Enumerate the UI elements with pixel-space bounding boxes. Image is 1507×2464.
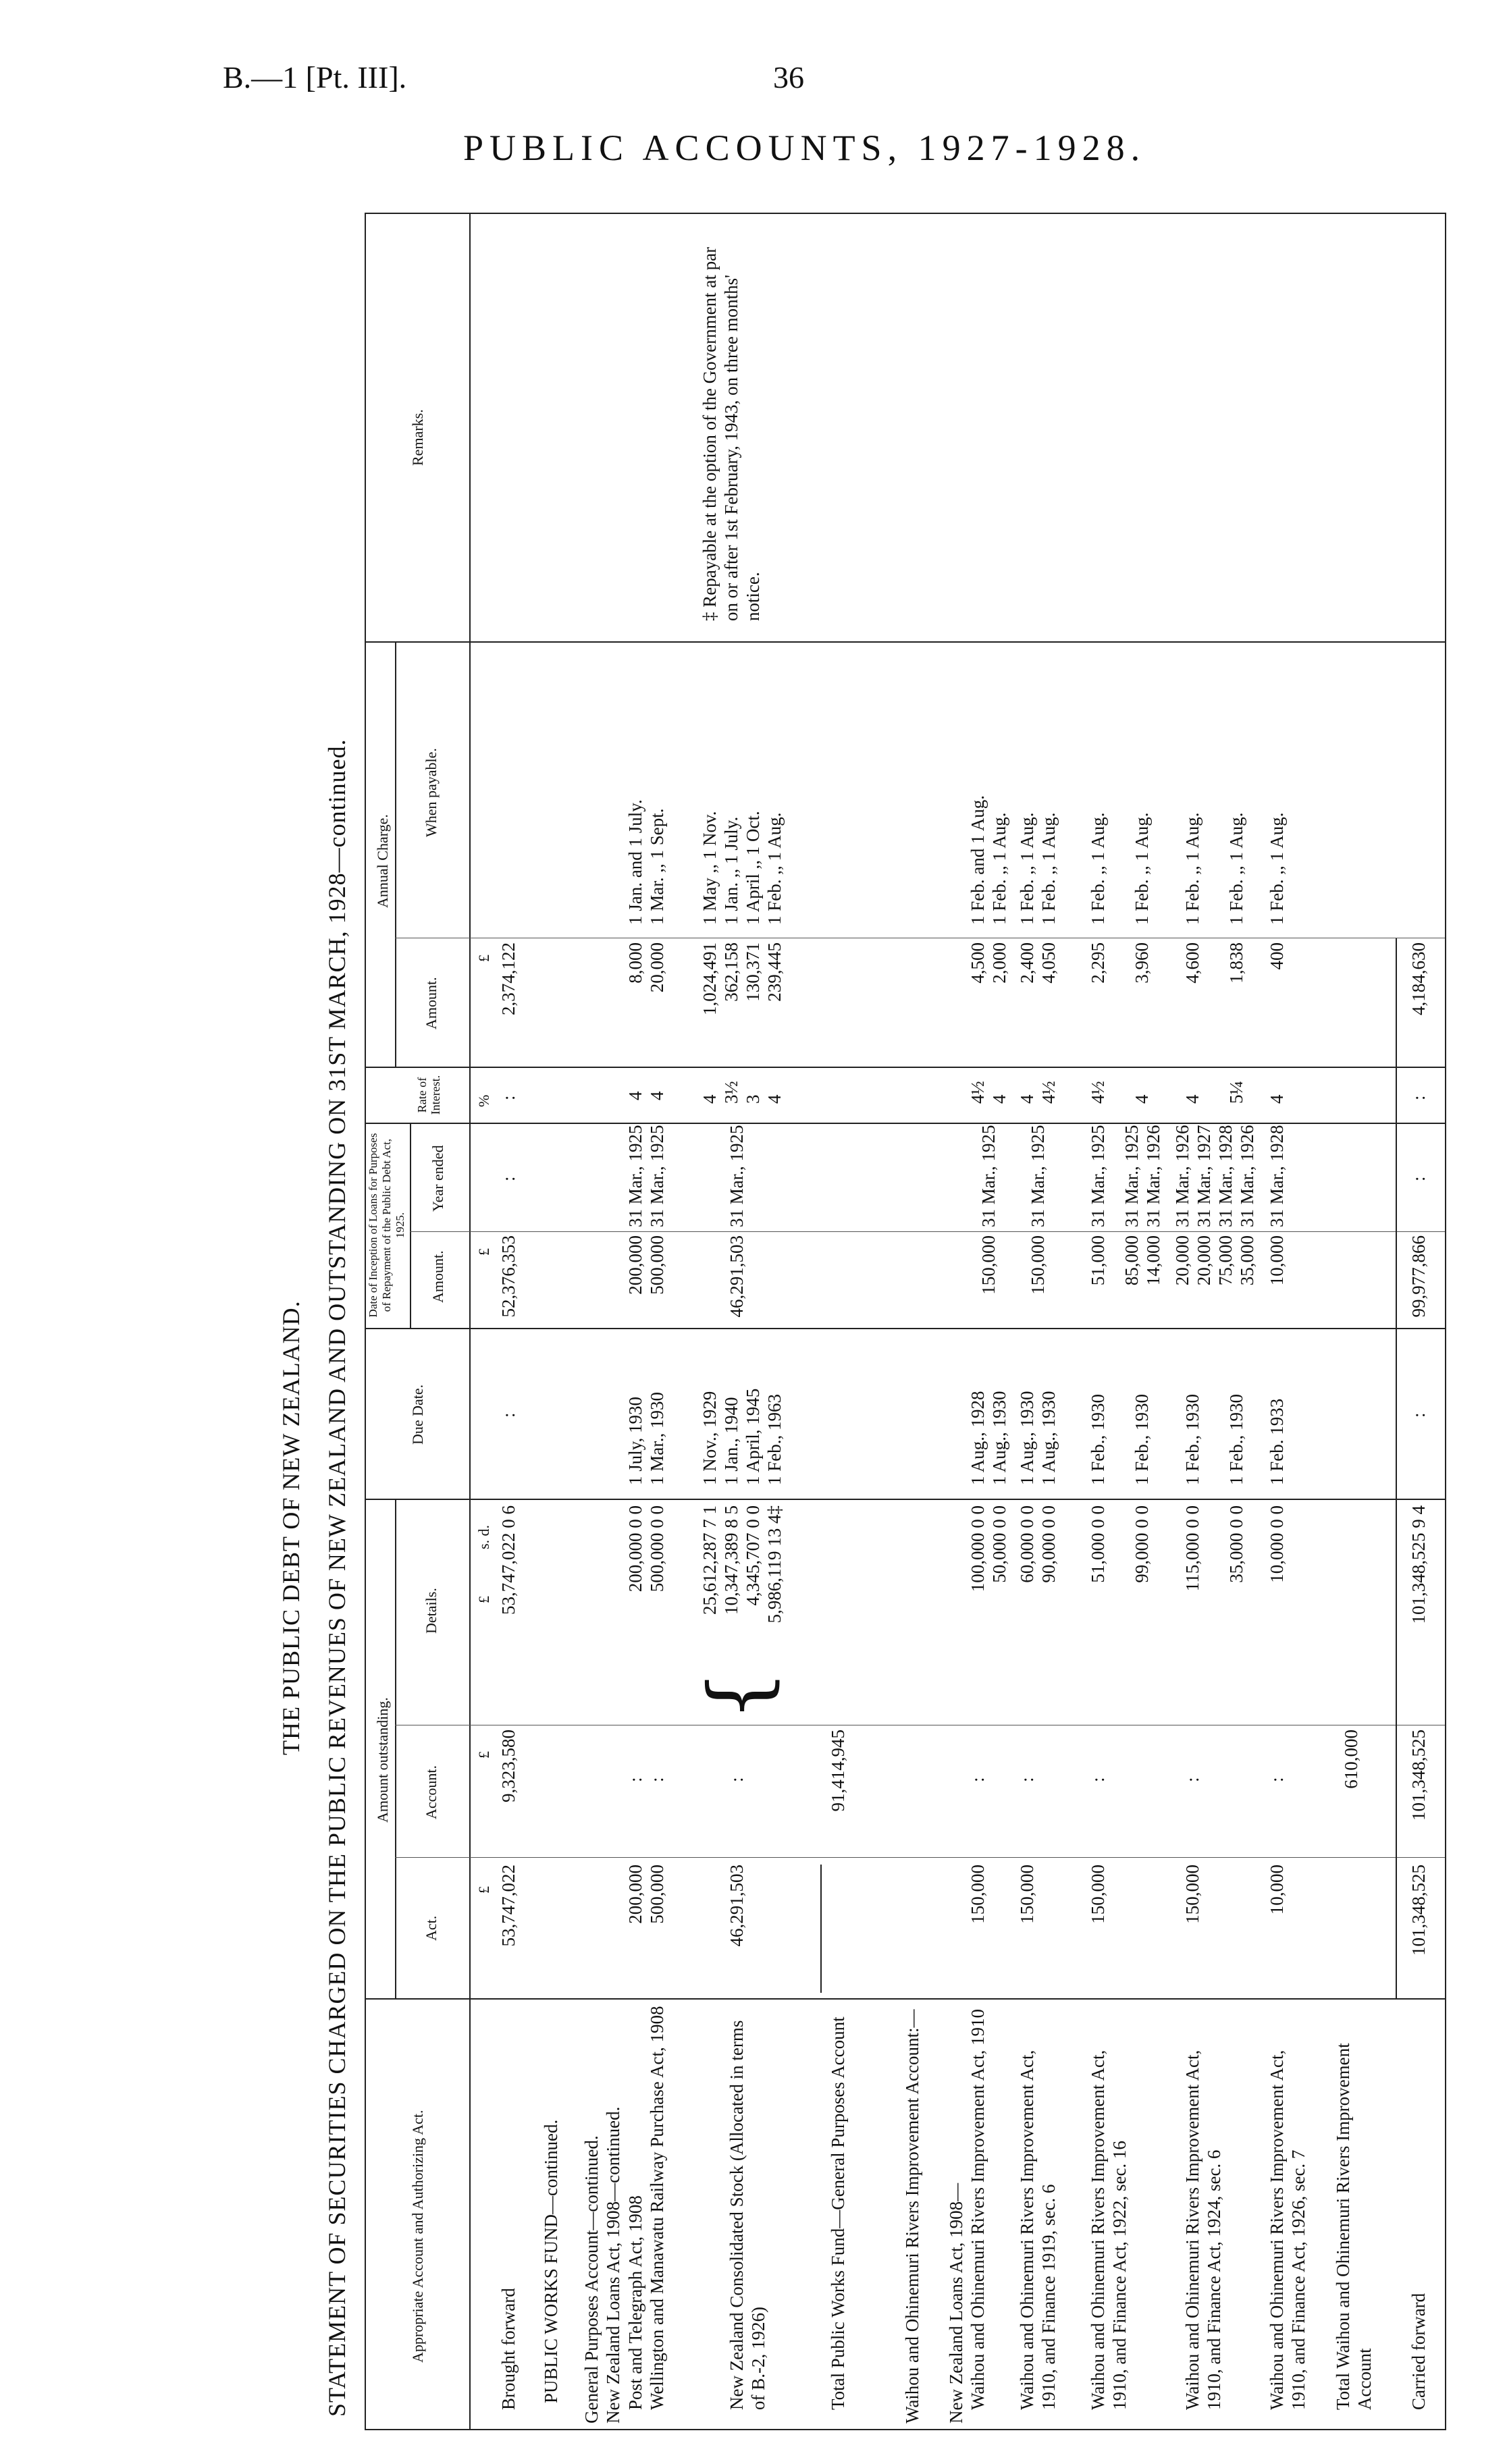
cell-account: : [625,1777,645,1782]
cell-rate: 4 [1132,1094,1152,1104]
cell-details: 5,986,119 13 4‡ [764,1505,785,1624]
cell-rate: 3½ [721,1081,741,1104]
cell-due: 1 Feb., 1930 [1088,1394,1108,1485]
col-header-details: Details. [423,1588,440,1634]
cell-rate: 4 [764,1094,785,1104]
cell-act: 200,000 [625,1865,645,1924]
cell-year: 31 Mar., 1925 [1028,1125,1048,1227]
cell-due: 1 Aug., 1930 [989,1391,1009,1485]
cell-details: 4,345,707 0 0 [743,1505,763,1606]
cell-account: : [1182,1777,1202,1782]
cell-year: 31 Mar., 1925 [978,1125,999,1227]
cell-when: 1 Feb. ,, 1 Aug. [1267,812,1287,925]
page-number: 36 [773,60,804,95]
cell-inc-amount: 35,000 [1237,1235,1257,1286]
cell-rate: : [1408,1095,1429,1100]
cell-details: 115,000 0 0 [1182,1505,1202,1592]
cell-act: 53,747,022 [498,1865,519,1947]
cell-account: 610,000 [1341,1730,1361,1789]
cell-inc-amount: 150,000 [978,1235,999,1295]
cell-rate: 4 [699,1094,720,1104]
cell-ac-amount: 2,400 [1017,942,1037,984]
waihou-row-label: Waihou and Ohinemuri Rivers Improvement Act, 1910, and Finance Act, 1922, sec. 16 [1088,2050,1130,2410]
cell-details: 35,000 0 0 [1226,1505,1246,1583]
col-sep [365,1998,1445,2000]
col-sep [365,641,1445,643]
wellington-label: Wellington and Manawatu Railway Purchase Act, 1908 [647,2006,667,2410]
cell-year: : [498,1176,519,1181]
cell-ac-amount: 2,374,122 [498,942,519,1015]
cell-ac-amount: 3,960 [1132,942,1152,984]
cell-details: 50,000 0 0 [989,1505,1009,1583]
cell-year: 31 Mar., 1926 [1237,1125,1257,1227]
cell-inc-amount: 51,000 [1088,1235,1108,1286]
waihou-row-label: Waihou and Ohinemuri Rivers Improvement Act, 1910, and Finance Act, 1926, sec. 7 [1267,2050,1308,2410]
cell-year: 31 Mar., 1925 [625,1125,645,1227]
col-sep [365,1328,1445,1329]
cell-when: 1 Feb. ,, 1 Aug. [989,812,1009,925]
cell-inc-amount: 200,000 [625,1235,645,1295]
cell-inc-amount: 500,000 [647,1235,667,1295]
cell-when: 1 May ,, 1 Nov. [699,811,720,925]
cell-rate: 4½ [1088,1081,1108,1104]
cell-ac-amount: 4,184,630 [1408,942,1429,1015]
cell-details: 100,000 0 0 [968,1505,988,1592]
cell-ac-amount: 4,050 [1038,942,1059,984]
cell-act: 10,000 [1267,1865,1287,1915]
cell-due: 1 Aug., 1928 [968,1391,988,1485]
cell-ac-amount: 2,295 [1088,942,1108,984]
cell-details: 51,000 0 0 [1088,1505,1108,1583]
cell-act: 101,348,525 [1408,1865,1429,1956]
cell-year: 31 Mar., 1925 [1088,1125,1108,1227]
col-header-act: Act. [423,1915,440,1941]
cell-rate: : [498,1095,519,1100]
cell-due: 1 Feb., 1930 [1132,1394,1152,1485]
col-header-inception: Date of Inception of Loans for Purposes of Repayment of the Public Debt Act, 1925. [367,1133,406,1318]
cell-ac-amount: 1,838 [1226,942,1246,984]
unit-pct: % [475,1094,492,1107]
waihou-row-label: Waihou and Ohinemuri Rivers Improvement Act, 1910 [968,2009,988,2410]
table-title-2: STATEMENT OF SECURITIES CHARGED ON THE PUBLIC REVENUES OF NEW ZEALAND AND OUTSTANDING ON 31ST MARCH, 1928—continued. [323,739,350,2417]
cell-details: 10,000 0 0 [1267,1505,1287,1583]
table-title-1: THE PUBLIC DEBT OF NEW ZEALAND. [277,1300,305,1755]
cell-account: : [647,1777,667,1782]
cell-year: 31 Mar., 1926 [1143,1125,1163,1227]
cell-ac-amount: 400 [1267,942,1287,970]
col-header-rate: Rate of Interest. [415,1075,442,1115]
cell-details: 53,747,022 0 6 [498,1505,519,1615]
cell-when: 1 Feb. ,, 1 Aug. [1132,812,1152,925]
cell-inc-amount: 20,000 [1194,1235,1214,1286]
cell-due: : [498,1412,519,1418]
cell-due: 1 Nov., 1929 [699,1391,720,1485]
cell-when: 1 April ,, 1 Oct. [743,811,763,925]
cell-ac-amount: 239,445 [764,942,785,1002]
page-reference: B.—1 [Pt. III]. [223,60,407,95]
col-sep [365,1067,1445,1068]
cell-account: : [968,1777,988,1782]
unit-pound: £ [475,1751,492,1759]
header-bottom-rule [469,213,471,2430]
cell-rate: 4½ [968,1081,988,1104]
cell-year: 31 Mar., 1928 [1215,1125,1236,1227]
cell-due: 1 July, 1930 [625,1396,645,1485]
cell-inc-amount: 52,376,353 [498,1235,519,1318]
section-public-works-fund: PUBLIC WORKS FUND—continued. [541,2119,561,2403]
cell-inc-amount: 46,291,503 [726,1235,747,1318]
cell-details: 101,348,525 9 4 [1408,1505,1429,1624]
cell-due: 1 April, 1945 [743,1388,763,1485]
debt-table [253,213,1447,2430]
consolidated-stock-label: New Zealand Consolidated Stock (Allocated in terms of B.-2, 1926) [726,2020,768,2410]
col-header-ac-amount: Amount. [423,977,440,1029]
cell-act: 500,000 [647,1865,667,1924]
cell-year: 31 Mar., 1925 [647,1125,667,1227]
total-waihou-label: Total Waihou and Ohinemuri Rivers Improvement Account [1333,2043,1375,2410]
cell-account: : [1088,1777,1108,1782]
cell-account: 91,414,945 [828,1730,848,1812]
brought-forward-label: Brought forward [498,2288,519,2410]
waihou-row-label: Waihou and Ohinemuri Rivers Improvement Act, 1910, and Finance Act, 1924, sec. 6 [1182,2050,1224,2410]
col-header-account: Account. [423,1765,440,1819]
col-header-appropriate: Appropriate Account and Authorizing Act. [409,2110,426,2363]
cell-inc-amount: 150,000 [1028,1235,1048,1295]
unit-sd: s. d. [475,1524,492,1549]
unit-pound: £ [475,1248,492,1256]
cell-account: 9,323,580 [498,1730,519,1802]
cell-due: 1 Aug., 1930 [1038,1391,1059,1485]
cell-year: 31 Mar., 1925 [726,1125,747,1227]
cell-when: 1 Feb. ,, 1 Aug. [1017,812,1037,925]
section-nz-loans-act-1908: New Zealand Loans Act, 1908— [946,2182,966,2423]
cell-due: 1 Feb., 1963 [764,1394,785,1485]
cell-inc-amount: 14,000 [1143,1235,1163,1286]
cell-rate: 4 [1182,1094,1202,1104]
cell-year: 31 Mar., 1928 [1267,1125,1287,1227]
cell-details: 90,000 0 0 [1038,1505,1059,1583]
col-header-remarks: Remarks. [409,409,426,466]
cell-rate: 4½ [1038,1081,1059,1104]
cell-year: 31 Mar., 1926 [1172,1125,1192,1227]
cell-inc-amount: 99,977,866 [1408,1235,1429,1318]
cell-when: 1 Jan. ,, 1 July. [721,816,741,925]
cell-ac-amount: 8,000 [625,942,645,984]
cell-when: 1 Feb. ,, 1 Aug. [764,812,785,925]
cell-ac-amount: 20,000 [647,942,667,993]
cell-act: 150,000 [968,1865,988,1924]
unit-pound: £ [475,1596,492,1603]
cell-inc-amount: 85,000 [1121,1235,1142,1286]
carried-forward-label: Carried forward [1408,2293,1429,2410]
cell-when: 1 Jan. and 1 July. [625,799,645,925]
cell-ac-amount: 4,500 [968,942,988,984]
col-sep [395,1857,1445,1858]
cell-inc-amount: 10,000 [1267,1235,1287,1286]
cell-due: 1 Feb. 1933 [1267,1398,1287,1485]
cell-details: 60,000 0 0 [1017,1505,1037,1583]
cell-details: 99,000 0 0 [1132,1505,1152,1583]
cell-year: : [1408,1176,1429,1181]
cell-when: 1 Feb. ,, 1 Aug. [1182,812,1202,925]
cell-year: 31 Mar., 1927 [1194,1125,1214,1227]
cell-inc-amount: 20,000 [1172,1235,1192,1286]
cell-account: : [1017,1777,1037,1782]
cell-ac-amount: 4,600 [1182,942,1202,984]
cell-due: 1 Jan., 1940 [721,1397,741,1485]
document-title: PUBLIC ACCOUNTS, 1927-1928. [463,128,1146,168]
table-right-border [365,213,1445,214]
cell-due: 1 Feb., 1930 [1226,1394,1246,1485]
cell-when: 1 Feb. ,, 1 Aug. [1088,812,1108,925]
cell-details: 25,612,287 7 1 [699,1505,720,1615]
col-header-year-ended: Year ended [429,1145,446,1212]
cell-details: 10,347,389 8 5 [721,1505,741,1615]
cell-due: : [1408,1412,1429,1418]
table-left-border [365,2429,1445,2430]
cell-act: 150,000 [1017,1865,1037,1924]
cell-rate: 4 [1017,1094,1037,1104]
cell-act: 150,000 [1182,1865,1202,1924]
cell-details: 500,000 0 0 [647,1505,667,1592]
col-header-due-date: Due Date. [409,1384,426,1445]
cell-rate: 3 [743,1094,763,1104]
brace: { [692,1669,786,1721]
amount-outstanding-rule [395,1500,396,2000]
cell-due: 1 Feb., 1930 [1182,1394,1202,1485]
cell-inc-amount: 75,000 [1215,1235,1236,1286]
subtotal-rule [820,1865,822,1993]
cell-when: 1 Feb. and 1 Aug. [968,795,988,925]
table-top-border [365,213,366,2430]
col-sep [365,1499,1445,1500]
cell-rate: 4 [1267,1094,1287,1104]
cell-account: 101,348,525 [1408,1730,1429,1821]
cell-due: 1 Mar., 1930 [647,1392,667,1485]
cell-rate: 5¼ [1226,1081,1246,1104]
col-header-when-payable: When payable. [423,748,440,837]
inception-rule [410,1124,411,1329]
section-waihou: Waihou and Ohinemuri Rivers Improvement Account:— [902,2009,922,2423]
cell-rate: 4 [989,1094,1009,1104]
remark-repayable: ‡ Repayable at the option of the Government at par on or after 1st February, 1943, on three months' notice. [699,246,763,621]
col-header-amount-outstanding: Amount outstanding. [374,1697,391,1823]
cell-ac-amount: 130,371 [743,942,763,1002]
section-general-purposes: General Purposes Account—continued. [581,2135,602,2423]
col-header-inc-amount: Amount. [429,1250,446,1303]
total-pwf-label: Total Public Works Fund—General Purposes Account [828,2016,848,2410]
cell-account: : [1267,1777,1287,1782]
cell-ac-amount: 2,000 [989,942,1009,984]
cell-act: 150,000 [1088,1865,1108,1924]
cell-account: : [726,1777,747,1782]
cell-ac-amount: 362,158 [721,942,741,1002]
cell-details: 200,000 0 0 [625,1505,645,1592]
cell-act: 46,291,503 [726,1865,747,1947]
cell-when: 1 Feb. ,, 1 Aug. [1226,812,1246,925]
total-rule [1396,938,1397,1068]
unit-pound: £ [475,955,492,962]
cell-when: 1 Mar. ,, 1 Sept. [647,808,667,925]
annual-charge-rule [395,643,396,1068]
total-rule [1396,1068,1397,2000]
waihou-row-label: Waihou and Ohinemuri Rivers Improvement Act, 1910, and Finance 1919, sec. 6 [1017,2050,1059,2410]
cell-rate: 4 [647,1091,667,1100]
section-nz-loans-act: New Zealand Loans Act, 1908—continued. [603,2106,623,2423]
cell-year: 31 Mar., 1925 [1121,1125,1142,1227]
col-sep [365,1123,1445,1124]
cell-rate: 4 [625,1091,645,1100]
unit-pound: £ [475,1886,492,1894]
col-sep [410,1231,1445,1232]
cell-ac-amount: 1,024,491 [699,942,720,1015]
post-telegraph-label: Post and Telegraph Act, 1908 [625,2195,645,2410]
cell-when: 1 Feb. ,, 1 Aug. [1038,812,1059,925]
table-bottom-border [1445,213,1446,2430]
col-header-annual-charge: Annual Charge. [374,814,391,908]
cell-due: 1 Aug., 1930 [1017,1391,1037,1485]
